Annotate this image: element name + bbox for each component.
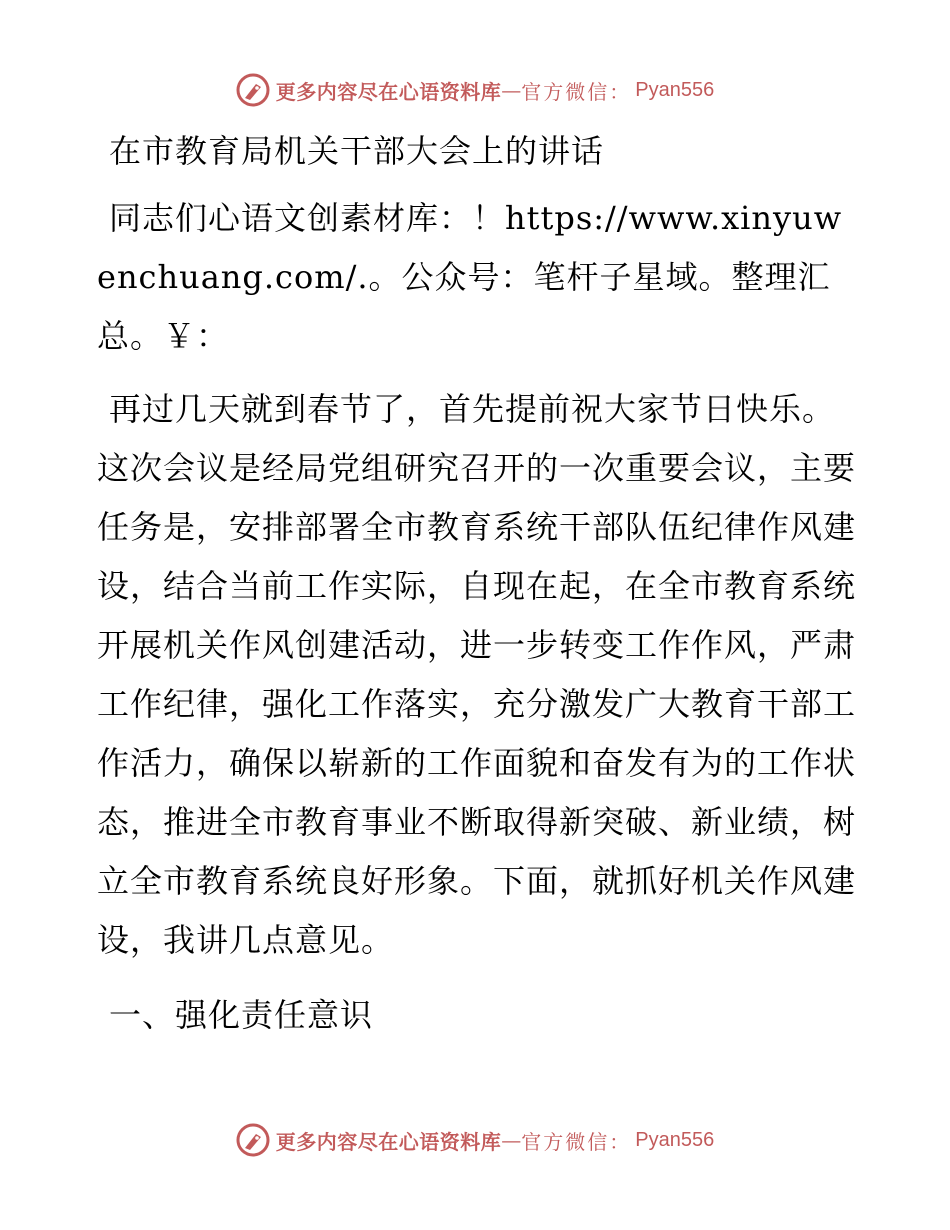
banner-official-label: 官方微信： bbox=[521, 79, 632, 104]
footer-banner bbox=[0, 1120, 950, 1160]
section-heading: 一、强化责任意识 bbox=[109, 996, 374, 1034]
document-title: 在市教育局机关干部大会上的讲话 bbox=[109, 132, 605, 170]
banner-wechat-id: Pyan556 bbox=[635, 1128, 715, 1151]
banner-separator: — bbox=[501, 1128, 522, 1152]
banner-official-label: 官方微信： bbox=[521, 1129, 632, 1154]
pen-nib-logo-icon bbox=[236, 73, 270, 107]
intro-paragraph: 同志们心语文创素材库：！https://www.xinyuwenchuang.com/.。公众号：笔杆子星域。整理汇总。￥： bbox=[97, 199, 843, 355]
body-paragraph: 再过几天就到春节了，首先提前祝大家节日快乐。这次会议是经局党组研究召开的一次重要会议，主要任务是，安排部署全市教育系统干部队伍纪律作风建设，结合当前工作实际，自现在起，在全市教育系统开展机关作风创建活动，进一步转变工作作风，严肃工作纪律，强化工作落实，充分激发广大教育干部工作活力，确保以崭新的工作面貌和奋发有为的工作状态，推进全市教育事业不断取得新突破、新业绩，树立全市教育系统良好形象。下面，就抓好机关作风建设，我讲几点意见。 bbox=[97, 390, 857, 959]
pen-nib-logo-icon bbox=[236, 1123, 270, 1157]
header-banner bbox=[0, 70, 950, 110]
banner-brand-text: 更多内容尽在心语资料库 bbox=[275, 1129, 502, 1154]
banner-brand-text: 更多内容尽在心语资料库 bbox=[275, 79, 502, 104]
document-body bbox=[97, 122, 857, 1045]
banner-wechat-id: Pyan556 bbox=[635, 78, 715, 101]
banner-separator: — bbox=[501, 78, 522, 102]
